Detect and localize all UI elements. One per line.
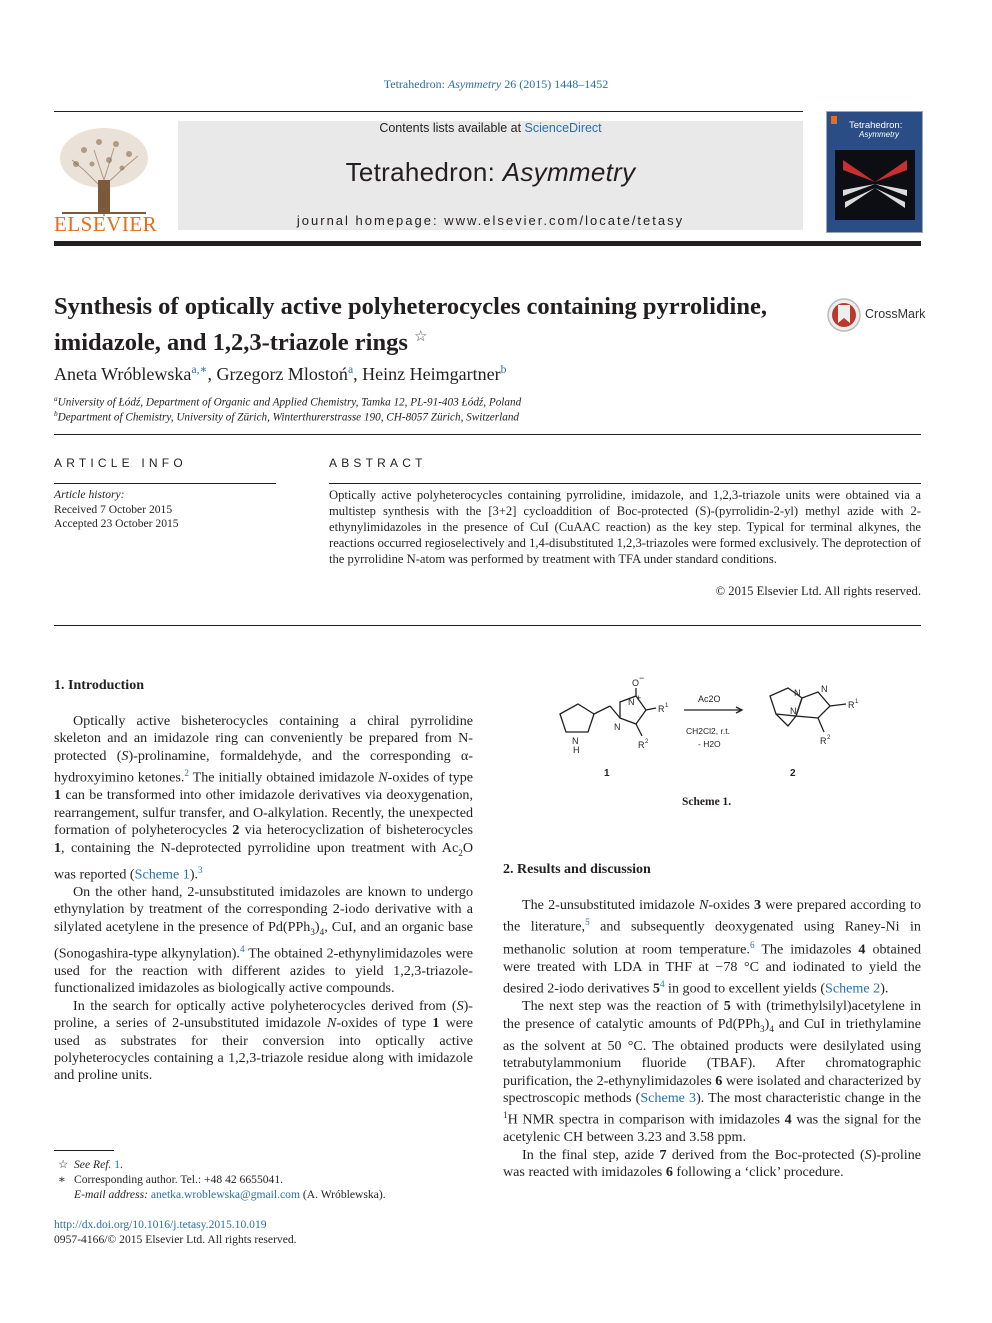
- section-heading-results: 2. Results and discussion: [503, 862, 651, 877]
- svg-text:2: 2: [645, 739, 649, 745]
- text-run: , CuI, and an organic base (Sonogashira-type alkynylation).: [54, 918, 473, 962]
- issn-line: 0957-4166/© 2015 Elsevier Ltd. All rights reserved.: [54, 1233, 297, 1246]
- text-run: 6: [665, 1164, 673, 1181]
- compound-label: 2: [790, 768, 796, 779]
- journal-name: [178, 157, 803, 188]
- divider: [54, 625, 921, 626]
- text-run: 1: [54, 787, 62, 804]
- text-run: -oxides: [708, 897, 755, 913]
- cover-subtitle: Asymmetry: [859, 130, 899, 139]
- text-run: derived from the Boc-protected (: [666, 1146, 865, 1163]
- text-run: S: [864, 1146, 872, 1163]
- paragraph: The next step was the reaction of 5 with (trimethylsilyl)acetylene in the presence of catalytic amounts of $Pd(PPh_3)_4$ and CuI in triethylamine as the solvent at 50 °C. The obtained products were desilylated using tetrabutylammonium fluoride (TBAF). After chromatographic purification, the 2-ethynylimidazoles 6 were isolated and characterized by spectroscopic methods (Scheme 3). The most characteristic change in the $^1$H NMR spectra in comparison with imidazoles 4 was the signal for the acetylenic CH between 3.23 and 3.58 ppm.: [503, 998, 922, 1146]
- journal-cover[interactable]: [826, 111, 923, 233]
- text-run: E-mail address:: [74, 1188, 151, 1201]
- email-link[interactable]: anetka.wroblewska@gmail.com: [150, 1188, 300, 1201]
- doi-block: [54, 1217, 297, 1247]
- text-run: 5: [723, 998, 731, 1015]
- homepage-link[interactable]: www.elsevier.com/locate/tetasy: [444, 213, 685, 228]
- journal-homepage: [178, 213, 803, 228]
- citation-link[interactable]: 4: [659, 979, 665, 989]
- title-note-mark[interactable]: ☆: [413, 329, 428, 345]
- text-run: Received 7 October 2015: [54, 502, 173, 516]
- cover-logo-mark: [831, 116, 837, 124]
- footnote-corresponding: ∗ Corresponding author. Tel.: +48 42 6655041.: [58, 1173, 284, 1186]
- scheme-reagent: Ac2O: [698, 694, 721, 704]
- paragraph: [54, 998, 473, 1085]
- crossmark-badge[interactable]: [826, 297, 926, 333]
- text-run: In the final step, azide: [522, 1146, 660, 1163]
- footnote-star: ☆ See Ref. 1.: [58, 1158, 123, 1171]
- citation-link[interactable]: 3: [198, 864, 203, 875]
- abstract-heading: ABSTRACT: [329, 456, 427, 470]
- text-run: ).: [880, 980, 889, 997]
- text-run: with (trimethylsilyl)acetylene in the presence of catalytic amounts of Pd(PPh: [503, 998, 921, 1032]
- text-run: 6: [715, 1072, 723, 1089]
- text-run: b: [54, 410, 58, 418]
- compound-label: 1: [604, 768, 610, 779]
- scheme-link[interactable]: Scheme 1: [134, 866, 190, 883]
- divider: [329, 483, 921, 484]
- paragraph: [503, 1147, 921, 1182]
- paragraph: Optically active bisheterocycles containing a chiral pyrrolidine skeleton and an imidazole ring can conveniently be prepared from N-protected (S)-prolinamine, formaldehyde, and the corresponding α-hydroxyimino ketones.$^2$ The initially obtained imidazole N-oxides of type 1 can be transformed into other imidazole derivatives via deoxygenation, rearrangement, sulfur transfer, and O-alkylation. Recently, the unexpected formation of polyheterocycles 2 via heterocyclization of bisheterocycles 1, containing the N-deprotected pyrrolidine upon treatment with $Ac_2O$ was reported (Scheme 1).$^3$: [54, 713, 474, 883]
- text-run: See Ref.: [74, 1158, 115, 1171]
- author-affil-mark[interactable]: a,∗: [191, 363, 208, 376]
- text-run: 4: [858, 941, 866, 958]
- svg-text:R: R: [848, 700, 855, 710]
- text-run: ).: [189, 866, 199, 883]
- text-run: , containing the N-deprotected pyrrolidine upon treatment with Ac: [61, 839, 459, 856]
- text-run: Optically active bisheterocycles containing a chiral pyrrolidine skeleton and an imidazole ring can conveniently be prepared from N-protected (: [54, 713, 473, 764]
- svg-text:R: R: [658, 704, 665, 714]
- scheme-link[interactable]: Scheme 2: [825, 980, 881, 997]
- text-run: N: [327, 1015, 337, 1032]
- svg-text:N: N: [790, 706, 797, 716]
- text-run: O was reported (: [54, 839, 473, 883]
- text-run: The 2-unsubstituted imidazole: [522, 897, 699, 913]
- divider: [54, 434, 921, 435]
- text-run: The initially obtained imidazole: [188, 769, 379, 786]
- text-run: S: [121, 747, 129, 764]
- text-run: ): [314, 918, 320, 935]
- text-run: in good to excellent yields (: [664, 980, 826, 997]
- footnote-rule: [54, 1150, 114, 1151]
- text-run: 2: [232, 822, 240, 839]
- text-run: 5: [652, 980, 660, 997]
- text-run: ,: [353, 364, 363, 384]
- section-heading-introduction: 1. Introduction: [54, 678, 144, 693]
- text-run: ). The most characteristic change in the: [696, 1089, 922, 1106]
- svg-text:N: N: [794, 688, 801, 698]
- text-run: and CuI in triethylamine as the solvent at 50 °C. The obtained products were desilylated using tetrabutylammonium fluoride (TBAF). After chromatographic purification, the 2-ethynylimidazoles: [503, 1015, 921, 1089]
- crossmark-label: CrossMark: [865, 307, 926, 321]
- author-affil-mark[interactable]: a: [347, 363, 354, 376]
- text-run: was the signal for the acetylenic CH between 3.23 and 3.58 ppm.: [503, 1112, 921, 1146]
- svg-text:N: N: [572, 736, 579, 746]
- text-run: H NMR spectra in comparison with imidazoles: [507, 1112, 785, 1129]
- header-thick-rule: [54, 241, 921, 246]
- author-name[interactable]: Aneta Wróblewska: [54, 364, 192, 384]
- text-run: The obtained 2-ethynylimidazoles were used for the reaction with different azides to yield 1,2,3-triazole-functionalized imidazoles as biologically active compounds.: [54, 945, 474, 997]
- paragraph: [503, 897, 921, 998]
- text-run: were prepared according to the literature,: [503, 897, 921, 936]
- text-run: journal homepage:: [296, 213, 445, 228]
- contents-line: [178, 121, 803, 135]
- text-run: Department of Chemistry, University of Zürich, Winterthurerstrasse 190, CH-8057 Zürich, Switzerland: [57, 411, 520, 424]
- author-name[interactable]: Heinz Heimgartner: [362, 364, 501, 384]
- text-run: )-prolinamine, formaldehyde, and the corresponding α-hydroxyimino ketones.: [54, 747, 473, 786]
- text-run: )-proline, a series of 2-unsubstituted imidazole: [54, 997, 473, 1032]
- text-run: Accepted 23 October 2015: [54, 517, 179, 530]
- text-run: 1: [432, 1015, 440, 1032]
- text-run: ,: [207, 364, 217, 384]
- text-run: via heterocyclization of bisheterocycles: [239, 822, 474, 839]
- svg-text:−: −: [639, 673, 645, 683]
- elsevier-wordmark: ELSEVIER: [54, 212, 158, 236]
- scheme-solvent: CH2Cl2, r.t.: [686, 726, 730, 736]
- svg-text:+: +: [636, 693, 642, 703]
- footnote-email: [54, 1187, 474, 1202]
- scheme-caption: Scheme 1.: [682, 796, 732, 808]
- citation-link[interactable]: 6: [749, 939, 755, 950]
- text-run: Tetrahedron:: [345, 157, 503, 187]
- citation-link[interactable]: 4: [239, 943, 245, 954]
- citation-link[interactable]: 2: [184, 768, 189, 779]
- cover-artwork-icon: [835, 150, 915, 220]
- text-run: N: [378, 769, 388, 786]
- author-name[interactable]: Grzegorz Mlostoń: [216, 364, 348, 384]
- text-run: ): [764, 1015, 770, 1032]
- citation-link[interactable]: 1: [114, 1158, 121, 1171]
- text-run: The imidazoles: [754, 941, 859, 958]
- text-run: Contents lists available at: [379, 121, 525, 135]
- introduction-body: [54, 713, 473, 1085]
- text-run: (A. Wróblewska).: [299, 1188, 386, 1201]
- author-list: [54, 362, 506, 385]
- svg-text:1: 1: [855, 699, 859, 705]
- text-run: 1: [503, 1110, 508, 1121]
- text-run: S: [456, 997, 464, 1014]
- svg-text:O: O: [632, 678, 640, 688]
- text-run: Article history:: [54, 488, 125, 501]
- text-run: following a ‘click’ procedure.: [672, 1164, 844, 1181]
- svg-text:R: R: [820, 736, 827, 746]
- divider: [54, 483, 276, 484]
- text-run: On the other hand, 2-unsubstituted imidazoles are known to undergo ethynylation by treatment of the corresponding 2-iodo derivative with a silylated acetylene in the presence of Pd(PPh: [54, 883, 473, 935]
- article-history: [54, 488, 179, 532]
- text-run: can be transformed into other imidazole derivatives via deoxygenation, rearrangement, sulfur transfer, and O-alkylation. Recently, the unexpected formation of polyheterocycles: [54, 787, 473, 839]
- journal-reference[interactable]: [0, 77, 992, 92]
- text-run: 1: [54, 839, 62, 856]
- text-run: 3: [754, 897, 762, 913]
- affiliation: [54, 410, 519, 424]
- text-run: were isolated and characterized by spectroscopic methods (: [503, 1072, 921, 1106]
- sciencedirect-link[interactable]: ScienceDirect: [524, 121, 602, 135]
- text-run: 26 (2015) 1448–1452: [501, 77, 609, 91]
- svg-text:N: N: [614, 722, 621, 732]
- paragraph: On the other hand, 2-unsubstituted imidazoles are known to undergo ethynylation by treatment of the corresponding 2-iodo derivative with a silylated acetylene in the presence of $Pd(PPh_3)_4$, CuI, and an organic base (Sonogashira-type alkynylation).$^4$ The obtained 2-ethynylimidazoles were used for the reaction with different azides to yield 1,2,3-triazole-functionalized imidazoles as biologically active compounds.: [54, 883, 474, 997]
- text-run: -oxides of type: [387, 769, 474, 786]
- text-run: 7: [659, 1146, 667, 1163]
- cover-title: Tetrahedron:: [849, 120, 903, 131]
- text-run: obtained were treated with LDA in THF at −78 °C and iodinated to yield the desired 2-iodo derivatives: [503, 941, 921, 997]
- text-run: a: [54, 395, 58, 403]
- text-run: The next step was the reaction of: [522, 998, 724, 1015]
- crossmark-icon: [826, 297, 862, 333]
- footnotes: [54, 1157, 474, 1202]
- article-info-heading: ARTICLE INFO: [54, 456, 187, 470]
- elsevier-logo: [54, 120, 158, 236]
- text-run: Asymmetry: [447, 77, 502, 91]
- text-run: 4: [784, 1112, 792, 1129]
- author-affil-mark[interactable]: b: [500, 363, 507, 376]
- text-run: )-proline was reacted with imidazoles: [503, 1146, 921, 1181]
- text-run: were used as substrates for their conversion into optically active polyheterocycles containing a 1,2,3-triazole residue along with imidazole and proline units.: [54, 1015, 473, 1084]
- text-run: and subsequently deoxygenated using Raney-Ni in methanolic solution at room temperature.: [503, 919, 921, 958]
- abstract-text: Optically active polyheterocycles containing pyrrolidine, imidazole, and 1,2,3-triazole units were obtained via a multistep synthesis with the [3+2] cycloaddition of Boc-protected (S)-(pyrrolidin-2-yl) methyl azide with 2-ethynylimidazoles in the presence of CuI (CuAAC reaction) as the key step. Typical for terminal alkynes, the reactions occurred regioselectively and 1,4-disubstituted 1,2,3-triazoles were formed exclusively. The deprotection of the pyrrolidine N-atom was performed by treatment with TFA under standard conditions.: [329, 488, 921, 566]
- text-run: -oxides of type: [336, 1015, 433, 1032]
- svg-text:R: R: [638, 740, 645, 750]
- svg-text:1: 1: [665, 703, 669, 709]
- results-body: [503, 897, 921, 1182]
- scheme-byproduct: - H2O: [698, 739, 721, 749]
- svg-text:N: N: [628, 697, 635, 707]
- header-rule: [54, 111, 803, 112]
- journal-banner: [178, 121, 803, 230]
- text-run: Asymmetry: [502, 157, 636, 187]
- affiliation: [54, 395, 521, 409]
- doi-link[interactable]: http://dx.doi.org/10.1016/j.tetasy.2015.10.019: [54, 1218, 267, 1231]
- abstract-copyright: © 2015 Elsevier Ltd. All rights reserved.: [715, 584, 921, 598]
- scheme-link[interactable]: Scheme 3: [640, 1089, 697, 1106]
- svg-text:N: N: [821, 684, 828, 694]
- text-run: In the search for optically active polyheterocycles derived from (: [73, 997, 457, 1014]
- text-run: University of Łódź, Department of Organic and Applied Chemistry, Tamka 12, PL-91-403 Łódź, Poland: [57, 396, 522, 409]
- article-title: [54, 292, 814, 358]
- scheme-1-diagram: [548, 672, 878, 784]
- text-run: Tetrahedron:: [383, 77, 448, 91]
- citation-link[interactable]: 5: [585, 917, 590, 928]
- text-run: Corresponding author. Tel.: +48 42 6655041.: [74, 1173, 284, 1186]
- text-run: N: [698, 897, 709, 913]
- svg-text:H: H: [573, 745, 580, 755]
- text-run: Synthesis of optically active polyheterocycles containing pyrrolidine, imidazole, and 1,2,3-triazole rings: [54, 293, 767, 357]
- svg-text:2: 2: [827, 735, 831, 741]
